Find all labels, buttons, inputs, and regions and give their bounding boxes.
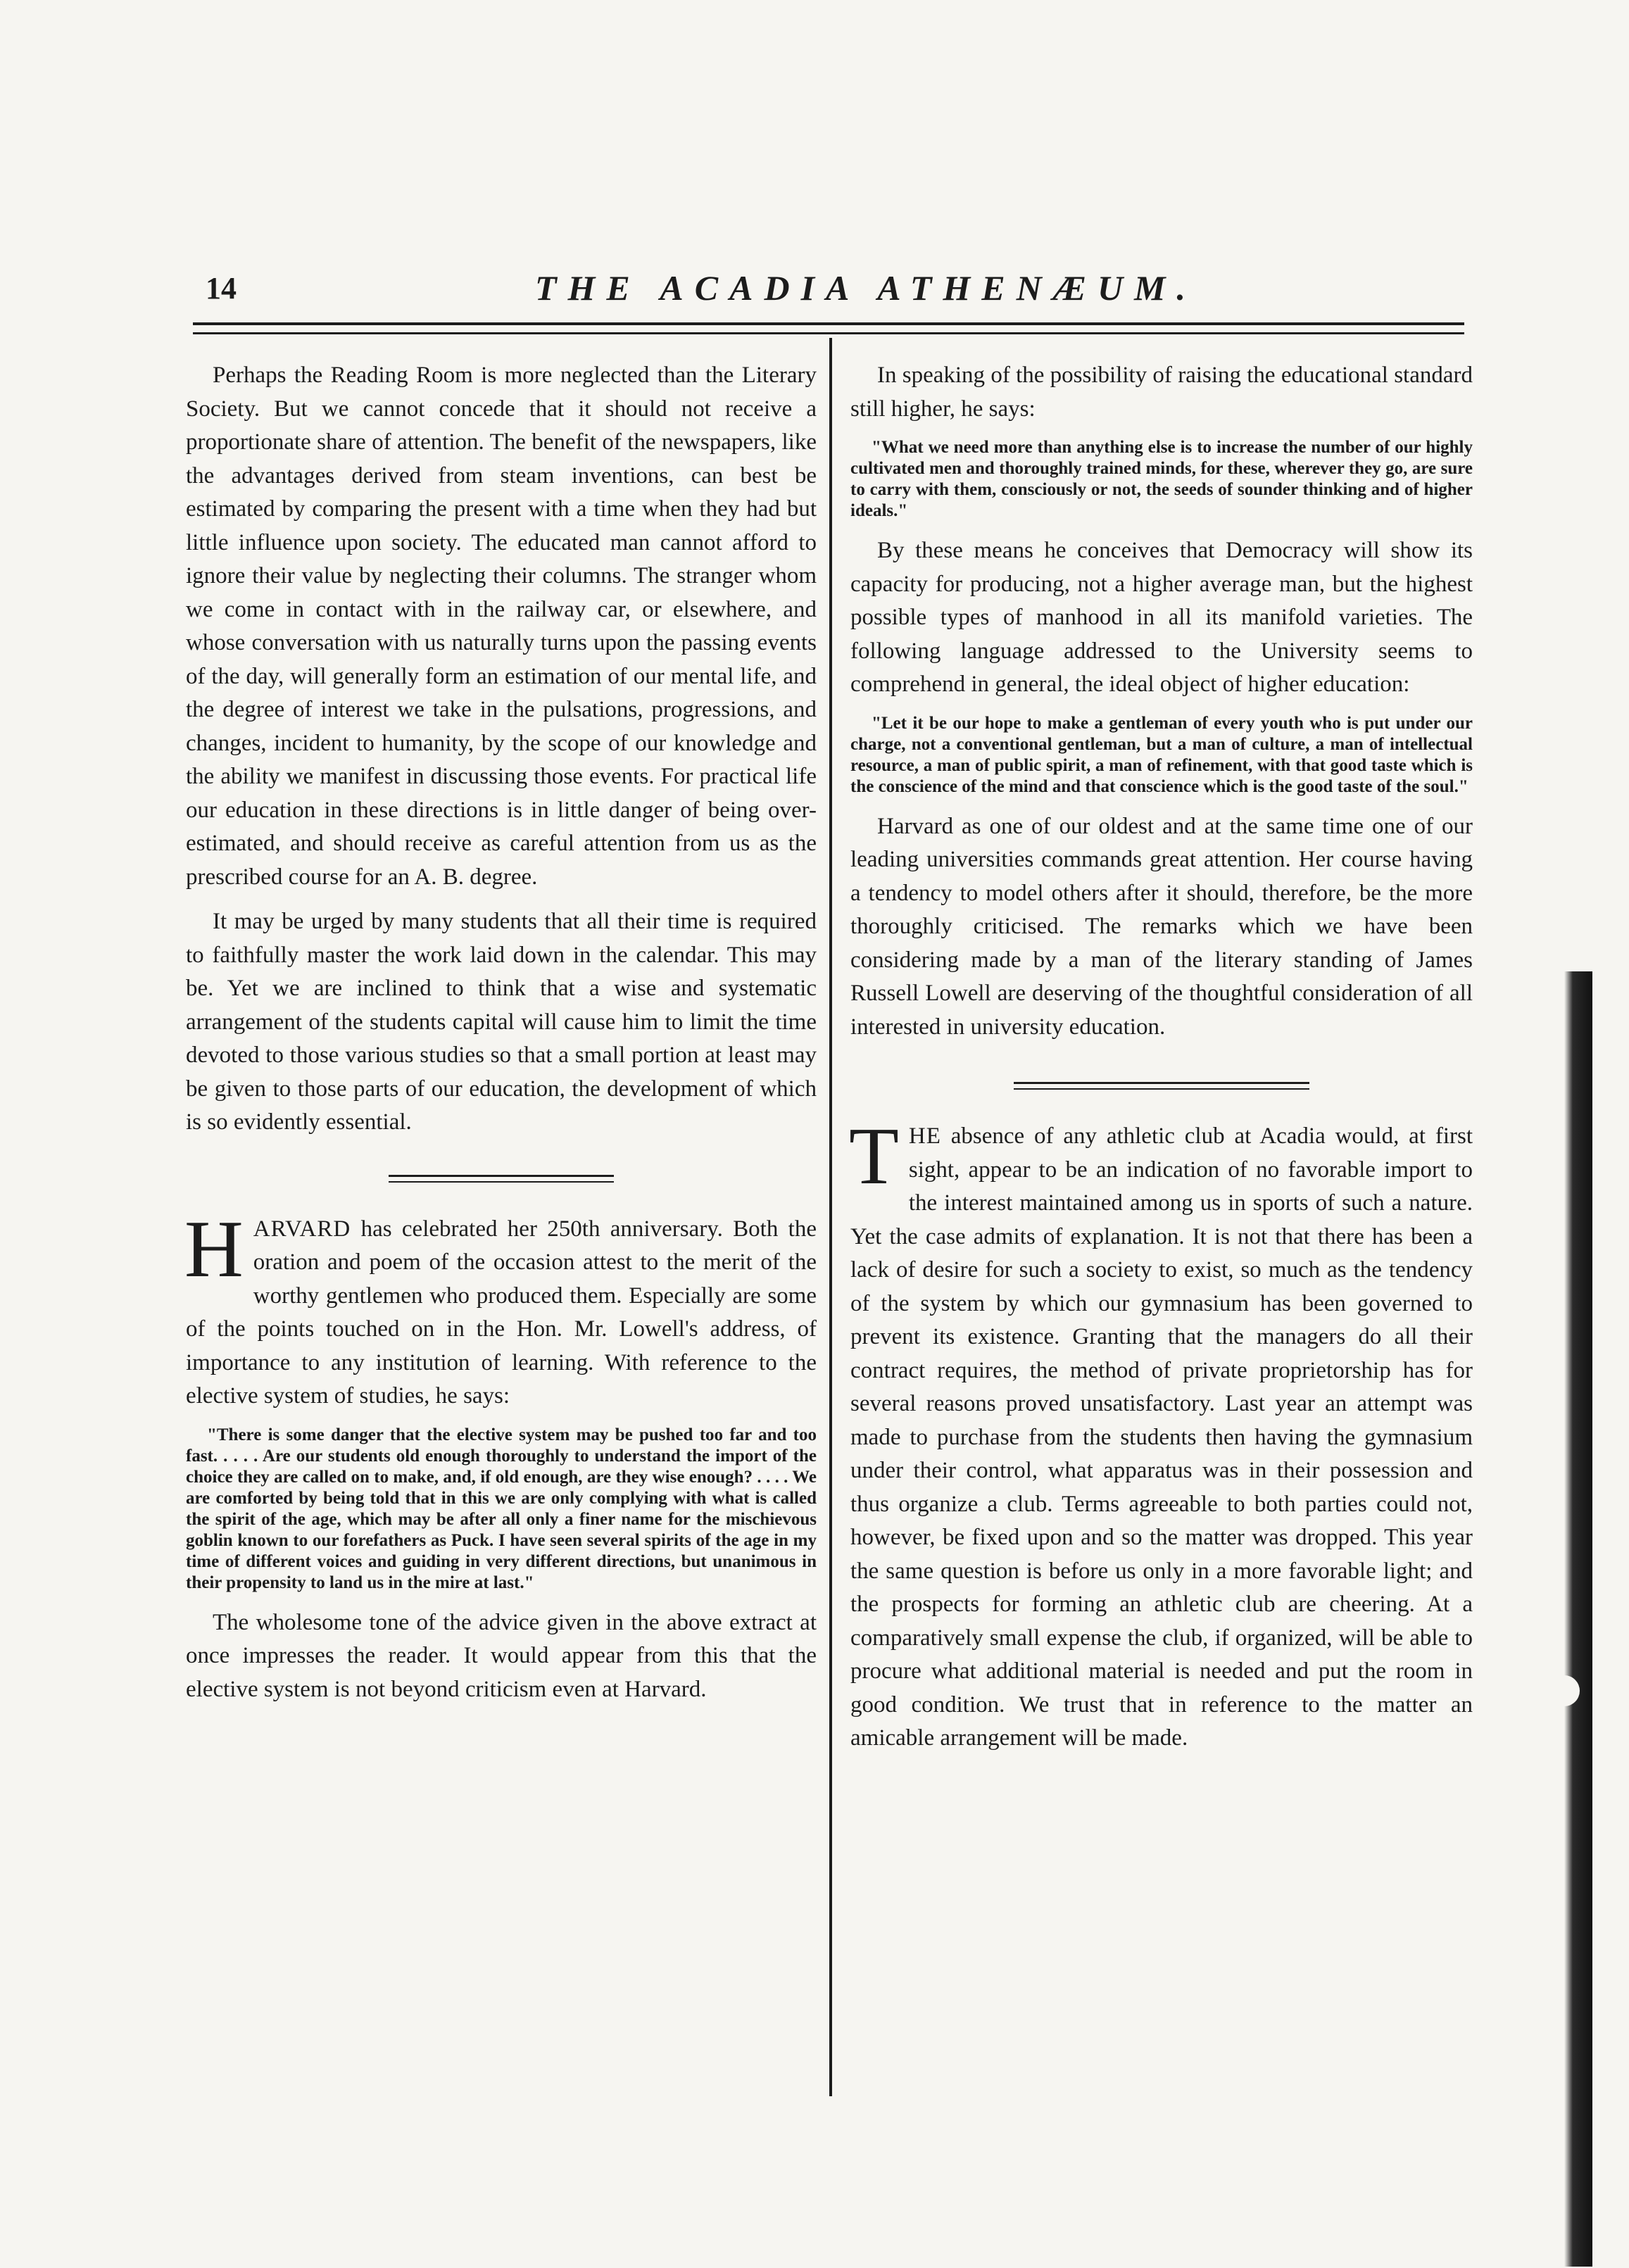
section-separator bbox=[1014, 1082, 1309, 1092]
lowell-quote: "There is some danger that the elective system may be pushed too far and too fast. . . . . Are our students old enough thoroughly to understand the import of the choice they are called on to make, and, if old enough, are they wise enough? . . . . We are comforted by being told that in this we are only complying with what is called the spirit of the age, which may be after all only a finer name for the mischievous goblin known to our forefathers as Puck. I have seen several spirits of the age in my time of different voices and guiding in very different directions, but unanimous in their propensity to land us in the mire at last." bbox=[186, 1425, 817, 1592]
reading-room-paragraph: Perhaps the Reading Room is more neglected than the Literary Society. But we cannot concede that it should not receive a proportionate share of attention. The benefit of the newspapers, like the advantages derived from steam inventions, can best be estimated by comparing the present with a time when they had but little influence upon society. The educated man cannot afford to ignore their value by neglecting their columns. The stranger whom we come in contact with in the railway car, or elsewhere, and whose conversation with us naturally turns upon the passing events of the day, will generally form an estimation of our mental life, and the degree of interest we take in the pulsations, progressions, and changes, incident to humanity, by the scope of our knowledge and the ability we manifest in discussing those events. For practical life our education in these directions is in little danger of being over-estimated, and should receive as careful attention from us as the prescribed course for an A. B. degree. bbox=[186, 363, 817, 890]
athletic-paragraph bbox=[849, 1111, 1473, 1756]
section-separator bbox=[389, 1175, 614, 1185]
page-number: 14 bbox=[206, 271, 237, 305]
running-head: THE ACADIA ATHENÆUM. bbox=[535, 268, 1197, 308]
lowell-paragraph: Harvard as one of our oldest and at the same time one of our leading universities commands great attention. Her course having a tendency to model others after it should, therefore, be the more thoroughly criticised. The remarks which we have been considering made by a man of the literary standing of James Russell Lowell are deserving of the thoughtful consideration of all interested in university education. bbox=[850, 813, 1473, 1040]
harvard-paragraph: The wholesome tone of the advice given in the above extract at once impresses the reader. It would appear from this that the elective system is not beyond criticism even at Harvard. bbox=[186, 1609, 817, 1702]
drop-cap: T bbox=[849, 1111, 899, 1202]
reading-room-paragraph: It may be urged by many students that all their time is required to faithfully master the work laid down in the calendar. This may be. Yet we are inclined to think that a wise and systematic arrangement of the students capital will cause him to limit the time devoted to those various studies so that a small portion at least may be given to those parts of our education, the development of which is so evidently essential. bbox=[186, 909, 817, 1135]
scan-edge-shadow bbox=[1564, 971, 1592, 2267]
lowell-quote: "Let it be our hope to make a gentleman of every youth who is put under our charge, not a conventional gentleman, but a man of culture, a man of intellectual resource, a man of public spirit, a man of refinement, with that good taste which is the conscience of the mind and that conscience which is the good taste of the soul." bbox=[850, 713, 1473, 796]
header-rule bbox=[193, 332, 1464, 334]
drop-cap: H bbox=[184, 1204, 244, 1294]
column-divider bbox=[829, 338, 832, 2096]
right-column bbox=[850, 359, 1473, 1767]
lead-word: ARVARD bbox=[253, 1216, 351, 1242]
left-column bbox=[186, 359, 817, 1718]
lowell-paragraph: In speaking of the possibility of raising the educational standard still higher, he says: bbox=[850, 363, 1473, 422]
lead-word: HE bbox=[908, 1123, 941, 1149]
header-rule bbox=[193, 322, 1464, 325]
scan-edge-notch bbox=[1549, 1675, 1580, 1706]
paragraph-text: absence of any athletic club at Acadia would, at first sight, appear to be an indication of no favorable import to the interest maintained among us in sports of such a nature. Yet the case admits of explanation. It is not that there has been a lack of desire for such a society to exist, so much as the tendency of the system by which our gymnasium has been governed to prevent its existence. Granting that the managers do all their contract requires, the method of private proprietorship has for several reasons proved unsatisfactory. Last year an attempt was made to purchase from the students then having the gymnasium under their control, what apparatus was in their possession and thus organize a club. Terms agreeable to both parties could not, however, be fixed upon and so the matter was dropped. This year the same question is before us only in a more favorable light; and the prospects for forming an athletic club are cheering. At a comparatively small expense the club, if organized, will be able to procure what additional material is needed and put the room in good condition. We trust that in reference to the matter an amicable arrangement will be made. bbox=[850, 1123, 1473, 1751]
harvard-paragraph bbox=[184, 1204, 817, 1413]
lowell-quote: "What we need more than anything else is to increase the number of our highly cultivated men and thoroughly trained minds, for these, wherever they go, are sure to carry with them, consciously or not, the seeds of sounder thinking and of higher ideals." bbox=[850, 438, 1473, 520]
lowell-paragraph: By these means he conceives that Democracy will show its capacity for producing, not a higher average man, but the highest possible types of manhood in all its manifold varieties. The following language addressed to the University seems to comprehend in general, the ideal object of higher education: bbox=[850, 538, 1473, 697]
paragraph-text: has celebrated her 250th anniversary. Both the oration and poem of the occasion attest to the merit of the worthy gentlemen who produced them. Especially are some of the points touched on in the Hon. Mr. Lowell's address, of importance to any institution of learning. With reference to the elective system of studies, he says: bbox=[186, 1216, 817, 1409]
